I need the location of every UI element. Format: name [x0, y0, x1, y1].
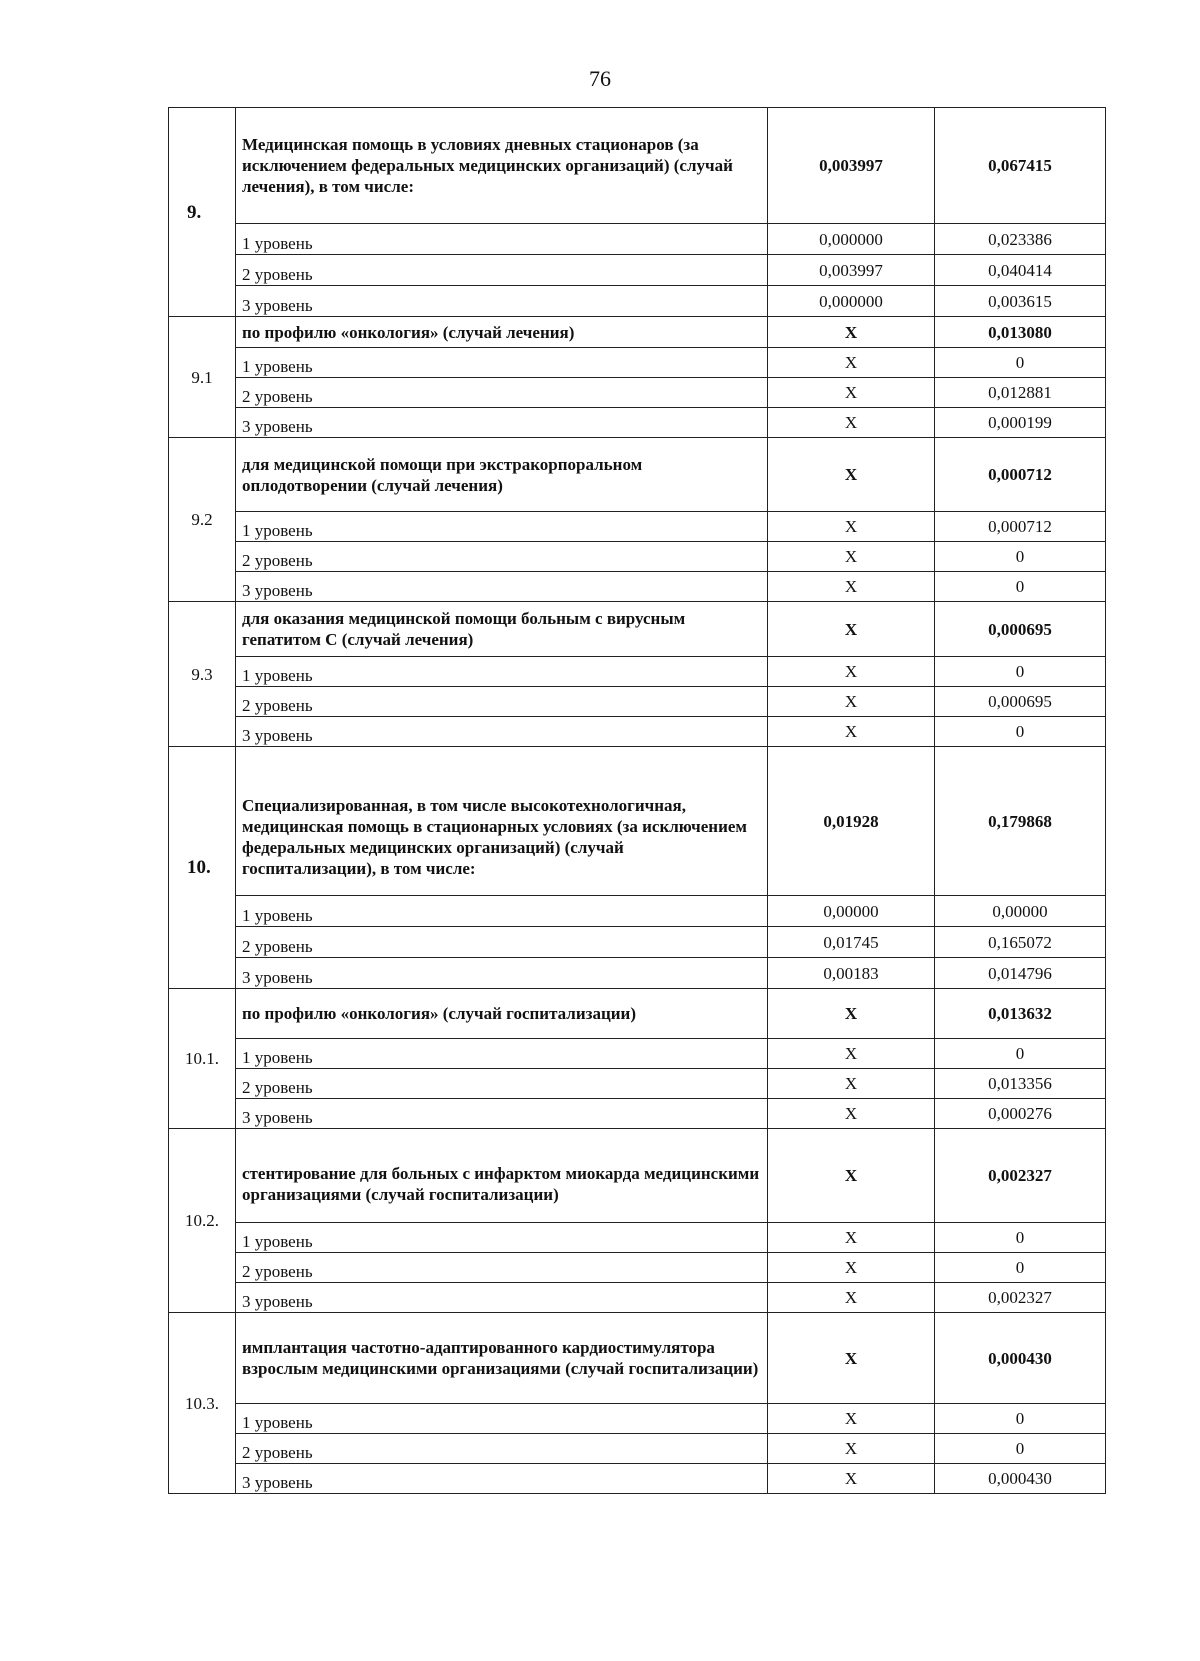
value-col-1: 0,01745: [768, 927, 935, 958]
value-col-1: 0,01928: [768, 747, 935, 896]
level-row: [169, 512, 1106, 542]
value-col-1: 0,00183: [768, 958, 935, 989]
value-col-1: X: [768, 348, 935, 378]
value-col-2: 0: [935, 1434, 1106, 1464]
value-col-1: X: [768, 438, 935, 512]
value-col-1: 0,003997: [768, 255, 935, 286]
value-col-2: 0,000199: [935, 408, 1106, 438]
value-col-2: 0,023386: [935, 224, 1106, 255]
level-row: [169, 1283, 1106, 1313]
section-row-10: [169, 747, 1106, 896]
value-col-2: 0: [935, 657, 1106, 687]
value-col-2: 0,013080: [935, 317, 1106, 348]
value-col-2: 0: [935, 1404, 1106, 1434]
level-row: [169, 224, 1106, 255]
value-col-2: 0,014796: [935, 958, 1106, 989]
value-col-2: 0,067415: [935, 108, 1106, 224]
value-col-2: 0,013356: [935, 1069, 1106, 1099]
value-col-2: 0,000276: [935, 1099, 1106, 1129]
level-label: 1 уровень: [236, 657, 768, 687]
level-label: 1 уровень: [236, 896, 768, 927]
section-number: 10.2.: [169, 1129, 236, 1313]
level-row: [169, 1069, 1106, 1099]
level-label: 2 уровень: [236, 687, 768, 717]
value-col-2: 0,000430: [935, 1313, 1106, 1404]
value-col-1: X: [768, 1283, 935, 1313]
value-col-2: 0,179868: [935, 747, 1106, 896]
level-row: [169, 572, 1106, 602]
data-table: [168, 107, 1106, 1494]
level-row: [169, 1434, 1106, 1464]
section-number: 10.: [169, 747, 236, 989]
level-row: [169, 896, 1106, 927]
value-col-2: 0,165072: [935, 927, 1106, 958]
section-row-10-3: [169, 1313, 1106, 1404]
level-label: 3 уровень: [236, 1464, 768, 1494]
level-row: [169, 408, 1106, 438]
level-row: [169, 687, 1106, 717]
value-col-1: X: [768, 408, 935, 438]
section-title: для медицинской помощи при экстракорпоральном оплодотворении (случай лечения): [236, 438, 768, 512]
level-label: 2 уровень: [236, 1253, 768, 1283]
section-row-10-1: [169, 989, 1106, 1039]
section-number: 9.2: [169, 438, 236, 602]
level-label: 1 уровень: [236, 348, 768, 378]
level-row: [169, 1223, 1106, 1253]
value-col-1: X: [768, 1313, 935, 1404]
value-col-1: X: [768, 1223, 935, 1253]
section-number: 10.3.: [169, 1313, 236, 1494]
section-row-9-3: [169, 602, 1106, 657]
level-label: 1 уровень: [236, 1039, 768, 1069]
value-col-2: 0,040414: [935, 255, 1106, 286]
section-number: 10.1.: [169, 989, 236, 1129]
value-col-2: 0,002327: [935, 1129, 1106, 1223]
value-col-2: 0: [935, 1039, 1106, 1069]
value-col-1: X: [768, 1099, 935, 1129]
level-label: 2 уровень: [236, 1434, 768, 1464]
level-row: [169, 255, 1106, 286]
value-col-2: 0: [935, 348, 1106, 378]
level-label: 1 уровень: [236, 1404, 768, 1434]
level-label: 1 уровень: [236, 224, 768, 255]
level-label: 3 уровень: [236, 408, 768, 438]
level-label: 2 уровень: [236, 927, 768, 958]
value-col-2: 0,000712: [935, 512, 1106, 542]
value-col-2: 0,000712: [935, 438, 1106, 512]
value-col-1: X: [768, 542, 935, 572]
level-row: [169, 1099, 1106, 1129]
level-row: [169, 542, 1106, 572]
value-col-1: 0,000000: [768, 224, 935, 255]
level-row: [169, 286, 1106, 317]
level-label: 1 уровень: [236, 1223, 768, 1253]
value-col-1: X: [768, 1069, 935, 1099]
level-row: [169, 378, 1106, 408]
section-number: 9.3: [169, 602, 236, 747]
level-label: 3 уровень: [236, 717, 768, 747]
level-row: [169, 717, 1106, 747]
value-col-2: 0,00000: [935, 896, 1106, 927]
value-col-2: 0,000430: [935, 1464, 1106, 1494]
value-col-2: 0: [935, 1253, 1106, 1283]
section-title: по профилю «онкология» (случай лечения): [236, 317, 768, 348]
value-col-1: X: [768, 717, 935, 747]
level-label: 2 уровень: [236, 542, 768, 572]
value-col-1: X: [768, 1464, 935, 1494]
level-label: 2 уровень: [236, 255, 768, 286]
value-col-1: X: [768, 687, 935, 717]
value-col-2: 0: [935, 572, 1106, 602]
value-col-2: 0: [935, 542, 1106, 572]
level-row: [169, 1464, 1106, 1494]
section-title: имплантация частотно-адаптированного кардиостимулятора взрослым медицинскими организациями (случай госпитализации): [236, 1313, 768, 1404]
value-col-1: X: [768, 657, 935, 687]
value-col-2: 0,000695: [935, 602, 1106, 657]
value-col-1: X: [768, 989, 935, 1039]
value-col-1: X: [768, 317, 935, 348]
section-number: 9.1: [169, 317, 236, 438]
level-label: 3 уровень: [236, 1099, 768, 1129]
section-row-9-2: [169, 438, 1106, 512]
level-row: [169, 348, 1106, 378]
value-col-2: 0,002327: [935, 1283, 1106, 1313]
value-col-2: 0,000695: [935, 687, 1106, 717]
level-row: [169, 1253, 1106, 1283]
level-row: [169, 1039, 1106, 1069]
level-label: 3 уровень: [236, 958, 768, 989]
level-label: 2 уровень: [236, 1069, 768, 1099]
value-col-2: 0,012881: [935, 378, 1106, 408]
value-col-1: X: [768, 512, 935, 542]
level-row: [169, 1404, 1106, 1434]
level-label: 3 уровень: [236, 286, 768, 317]
value-col-1: X: [768, 1253, 935, 1283]
value-col-2: 0,013632: [935, 989, 1106, 1039]
value-col-1: X: [768, 378, 935, 408]
value-col-1: 0,003997: [768, 108, 935, 224]
value-col-1: X: [768, 1039, 935, 1069]
level-row: [169, 927, 1106, 958]
level-row: [169, 958, 1106, 989]
level-label: 1 уровень: [236, 512, 768, 542]
section-title: для оказания медицинской помощи больным с вирусным гепатитом С (случай лечения): [236, 602, 768, 657]
section-row-9-1: [169, 317, 1106, 348]
level-label: 3 уровень: [236, 572, 768, 602]
value-col-2: 0: [935, 1223, 1106, 1253]
value-col-1: X: [768, 572, 935, 602]
section-title: Медицинская помощь в условиях дневных стационаров (за исключением федеральных медицинских организаций) (случай лечения), в том числе:: [236, 108, 768, 224]
value-col-1: 0,00000: [768, 896, 935, 927]
section-title: Специализированная, в том числе высокотехнологичная, медицинская помощь в стационарных условиях (за исключением федеральных медицинских организаций) (случай госпитализации), в том числе:: [236, 747, 768, 896]
value-col-1: X: [768, 1404, 935, 1434]
section-title: по профилю «онкология» (случай госпитализации): [236, 989, 768, 1039]
value-col-2: 0: [935, 717, 1106, 747]
value-col-1: X: [768, 602, 935, 657]
section-row-10-2: [169, 1129, 1106, 1223]
value-col-1: X: [768, 1129, 935, 1223]
level-label: 2 уровень: [236, 378, 768, 408]
value-col-2: 0,003615: [935, 286, 1106, 317]
level-label: 3 уровень: [236, 1283, 768, 1313]
value-col-1: 0,000000: [768, 286, 935, 317]
value-col-1: X: [768, 1434, 935, 1464]
page-number: 76: [589, 66, 611, 91]
level-row: [169, 657, 1106, 687]
section-title: стентирование для больных с инфарктом миокарда медицинскими организациями (случай госпитализации): [236, 1129, 768, 1223]
section-row-9: [169, 108, 1106, 224]
section-number: 9.: [169, 108, 236, 317]
